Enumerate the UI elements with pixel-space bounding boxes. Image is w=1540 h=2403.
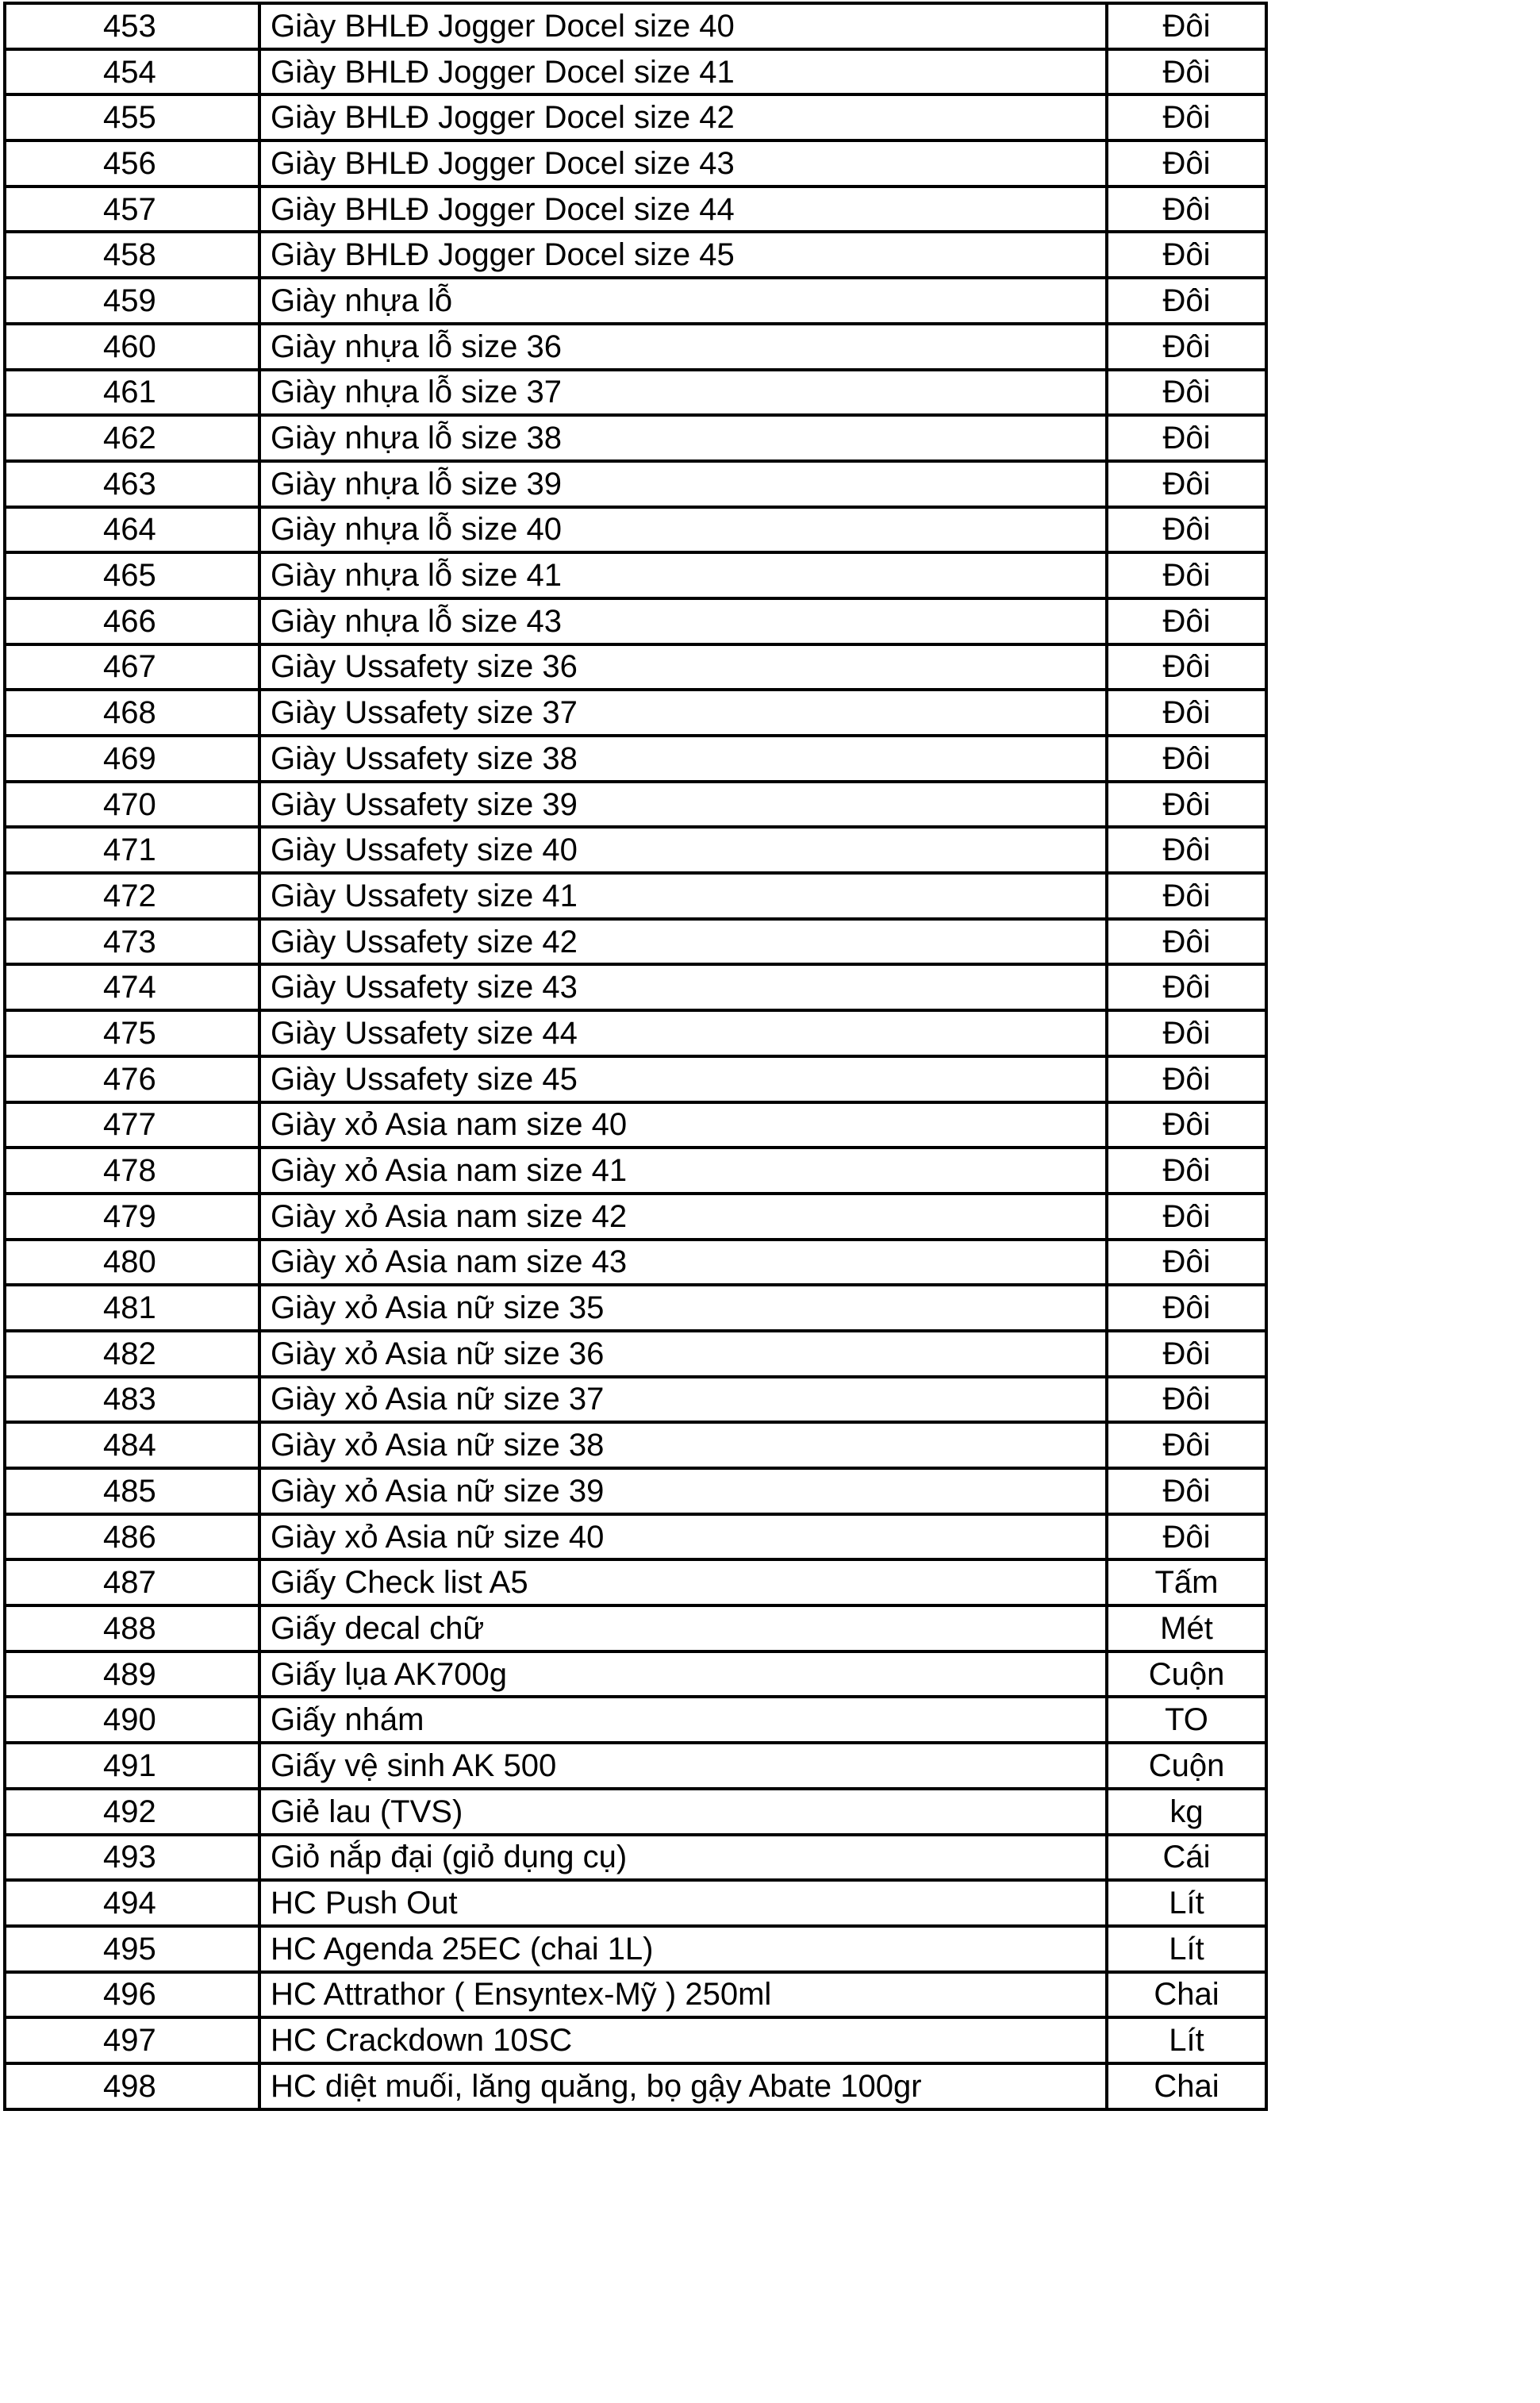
row-number-cell: 488 bbox=[5, 1605, 259, 1651]
item-name-cell: Giày nhựa lỗ bbox=[259, 278, 1107, 324]
table-row bbox=[5, 1148, 1266, 1194]
row-number-cell: 461 bbox=[5, 370, 259, 416]
unit-cell: Đôi bbox=[1107, 1285, 1266, 1331]
item-name-cell: Giày xỏ Asia nam size 42 bbox=[259, 1194, 1107, 1240]
row-number-cell: 497 bbox=[5, 2017, 259, 2063]
table-row bbox=[5, 49, 1266, 95]
table-row bbox=[5, 1194, 1266, 1240]
item-name-cell: Giấy nhám bbox=[259, 1697, 1107, 1743]
row-number-cell: 493 bbox=[5, 1835, 259, 1881]
table-row bbox=[5, 964, 1266, 1010]
item-name-cell: Giày nhựa lỗ size 39 bbox=[259, 461, 1107, 507]
unit-cell: Đôi bbox=[1107, 1056, 1266, 1102]
row-number-cell: 482 bbox=[5, 1331, 259, 1377]
table-row bbox=[5, 1651, 1266, 1697]
unit-cell: Đôi bbox=[1107, 370, 1266, 416]
unit-cell: Cái bbox=[1107, 1835, 1266, 1881]
unit-cell: Đôi bbox=[1107, 552, 1266, 598]
item-name-cell: HC diệt muối, lăng quăng, bọ gậy Abate 100gr bbox=[259, 2063, 1107, 2109]
table-row bbox=[5, 461, 1266, 507]
table-row bbox=[5, 873, 1266, 919]
table-row bbox=[5, 690, 1266, 736]
item-name-cell: HC Push Out bbox=[259, 1880, 1107, 1926]
unit-cell: Đôi bbox=[1107, 1514, 1266, 1560]
table-row bbox=[5, 1422, 1266, 1468]
unit-cell: Lít bbox=[1107, 1926, 1266, 1972]
unit-cell: Đôi bbox=[1107, 415, 1266, 461]
item-name-cell: Giày xỏ Asia nam size 40 bbox=[259, 1102, 1107, 1148]
row-number-cell: 479 bbox=[5, 1194, 259, 1240]
unit-cell: Đôi bbox=[1107, 324, 1266, 370]
row-number-cell: 454 bbox=[5, 49, 259, 95]
row-number-cell: 457 bbox=[5, 186, 259, 233]
row-number-cell: 464 bbox=[5, 507, 259, 553]
item-name-cell: Giày BHLĐ Jogger Docel size 44 bbox=[259, 186, 1107, 233]
item-name-cell: Giày nhựa lỗ size 36 bbox=[259, 324, 1107, 370]
item-name-cell: Giày BHLĐ Jogger Docel size 41 bbox=[259, 49, 1107, 95]
item-name-cell: Giày nhựa lỗ size 38 bbox=[259, 415, 1107, 461]
item-name-cell: Giày Ussafety size 45 bbox=[259, 1056, 1107, 1102]
item-name-cell: Giày xỏ Asia nữ size 37 bbox=[259, 1377, 1107, 1423]
item-name-cell: Giày xỏ Asia nữ size 38 bbox=[259, 1422, 1107, 1468]
table-row bbox=[5, 1926, 1266, 1972]
unit-cell: Đôi bbox=[1107, 1240, 1266, 1286]
unit-cell: Đôi bbox=[1107, 1422, 1266, 1468]
materials-table bbox=[3, 2, 1268, 2111]
row-number-cell: 485 bbox=[5, 1468, 259, 1514]
table-row bbox=[5, 1835, 1266, 1881]
table-row bbox=[5, 552, 1266, 598]
table-row bbox=[5, 324, 1266, 370]
row-number-cell: 494 bbox=[5, 1880, 259, 1926]
item-name-cell: Giày nhựa lỗ size 40 bbox=[259, 507, 1107, 553]
unit-cell: Đôi bbox=[1107, 278, 1266, 324]
table-row bbox=[5, 370, 1266, 416]
table-body bbox=[5, 3, 1266, 2109]
table-row bbox=[5, 94, 1266, 140]
item-name-cell: Giày xỏ Asia nam size 43 bbox=[259, 1240, 1107, 1286]
table-row bbox=[5, 919, 1266, 965]
table-row bbox=[5, 1102, 1266, 1148]
unit-cell: Đôi bbox=[1107, 1377, 1266, 1423]
row-number-cell: 472 bbox=[5, 873, 259, 919]
table-row bbox=[5, 1880, 1266, 1926]
row-number-cell: 496 bbox=[5, 1972, 259, 2018]
table-row bbox=[5, 598, 1266, 644]
table-row bbox=[5, 1331, 1266, 1377]
item-name-cell: Giấy lụa AK700g bbox=[259, 1651, 1107, 1697]
item-name-cell: Giày Ussafety size 43 bbox=[259, 964, 1107, 1010]
unit-cell: Đôi bbox=[1107, 140, 1266, 186]
item-name-cell: Giày Ussafety size 37 bbox=[259, 690, 1107, 736]
item-name-cell: HC Agenda 25EC (chai 1L) bbox=[259, 1926, 1107, 1972]
unit-cell: Đôi bbox=[1107, 186, 1266, 233]
table-row bbox=[5, 2017, 1266, 2063]
row-number-cell: 486 bbox=[5, 1514, 259, 1560]
item-name-cell: Giày BHLĐ Jogger Docel size 45 bbox=[259, 232, 1107, 278]
unit-cell: Đôi bbox=[1107, 964, 1266, 1010]
unit-cell: Đôi bbox=[1107, 827, 1266, 873]
row-number-cell: 477 bbox=[5, 1102, 259, 1148]
unit-cell: Đôi bbox=[1107, 1331, 1266, 1377]
unit-cell: Đôi bbox=[1107, 232, 1266, 278]
item-name-cell: Giày BHLĐ Jogger Docel size 43 bbox=[259, 140, 1107, 186]
row-number-cell: 481 bbox=[5, 1285, 259, 1331]
item-name-cell: Giày BHLĐ Jogger Docel size 40 bbox=[259, 3, 1107, 49]
unit-cell: Đôi bbox=[1107, 1148, 1266, 1194]
unit-cell: Đôi bbox=[1107, 1194, 1266, 1240]
row-number-cell: 491 bbox=[5, 1743, 259, 1789]
unit-cell: Đôi bbox=[1107, 1468, 1266, 1514]
row-number-cell: 473 bbox=[5, 919, 259, 965]
row-number-cell: 465 bbox=[5, 552, 259, 598]
unit-cell: Đôi bbox=[1107, 461, 1266, 507]
unit-cell: Đôi bbox=[1107, 49, 1266, 95]
table-row bbox=[5, 232, 1266, 278]
table-row bbox=[5, 1056, 1266, 1102]
table-row bbox=[5, 1605, 1266, 1651]
table-row bbox=[5, 1010, 1266, 1056]
unit-cell: Đôi bbox=[1107, 782, 1266, 828]
item-name-cell: Giấy Check list A5 bbox=[259, 1559, 1107, 1605]
table-row bbox=[5, 1468, 1266, 1514]
table-row bbox=[5, 1972, 1266, 2018]
unit-cell: Đôi bbox=[1107, 690, 1266, 736]
item-name-cell: Giày Ussafety size 42 bbox=[259, 919, 1107, 965]
item-name-cell: Giày xỏ Asia nữ size 35 bbox=[259, 1285, 1107, 1331]
table-row bbox=[5, 186, 1266, 233]
row-number-cell: 458 bbox=[5, 232, 259, 278]
item-name-cell: Giỏ nắp đại (giỏ dụng cụ) bbox=[259, 1835, 1107, 1881]
table-row bbox=[5, 736, 1266, 782]
table-row bbox=[5, 3, 1266, 49]
unit-cell: Lít bbox=[1107, 1880, 1266, 1926]
item-name-cell: Giày Ussafety size 40 bbox=[259, 827, 1107, 873]
item-name-cell: Giày xỏ Asia nữ size 39 bbox=[259, 1468, 1107, 1514]
row-number-cell: 459 bbox=[5, 278, 259, 324]
unit-cell: Chai bbox=[1107, 2063, 1266, 2109]
item-name-cell: Giày nhựa lỗ size 41 bbox=[259, 552, 1107, 598]
unit-cell: Đôi bbox=[1107, 94, 1266, 140]
row-number-cell: 492 bbox=[5, 1789, 259, 1835]
unit-cell: Mét bbox=[1107, 1605, 1266, 1651]
row-number-cell: 495 bbox=[5, 1926, 259, 1972]
table-row bbox=[5, 1789, 1266, 1835]
table-row bbox=[5, 782, 1266, 828]
table-row bbox=[5, 1559, 1266, 1605]
row-number-cell: 470 bbox=[5, 782, 259, 828]
item-name-cell: HC Attrathor ( Ensyntex-Mỹ ) 250ml bbox=[259, 1972, 1107, 2018]
item-name-cell: HC Crackdown 10SC bbox=[259, 2017, 1107, 2063]
row-number-cell: 467 bbox=[5, 644, 259, 690]
item-name-cell: Giày xỏ Asia nữ size 40 bbox=[259, 1514, 1107, 1560]
row-number-cell: 487 bbox=[5, 1559, 259, 1605]
unit-cell: Cuộn bbox=[1107, 1743, 1266, 1789]
unit-cell: Đôi bbox=[1107, 1010, 1266, 1056]
unit-cell: kg bbox=[1107, 1789, 1266, 1835]
unit-cell: Đôi bbox=[1107, 736, 1266, 782]
row-number-cell: 468 bbox=[5, 690, 259, 736]
unit-cell: Đôi bbox=[1107, 507, 1266, 553]
row-number-cell: 476 bbox=[5, 1056, 259, 1102]
unit-cell: Đôi bbox=[1107, 1102, 1266, 1148]
table-row bbox=[5, 1240, 1266, 1286]
item-name-cell: Giày xỏ Asia nam size 41 bbox=[259, 1148, 1107, 1194]
row-number-cell: 469 bbox=[5, 736, 259, 782]
unit-cell: Chai bbox=[1107, 1972, 1266, 2018]
unit-cell: TO bbox=[1107, 1697, 1266, 1743]
item-name-cell: Giấy vệ sinh AK 500 bbox=[259, 1743, 1107, 1789]
row-number-cell: 489 bbox=[5, 1651, 259, 1697]
item-name-cell: Giày Ussafety size 41 bbox=[259, 873, 1107, 919]
unit-cell: Đôi bbox=[1107, 644, 1266, 690]
row-number-cell: 455 bbox=[5, 94, 259, 140]
table-row bbox=[5, 827, 1266, 873]
unit-cell: Lít bbox=[1107, 2017, 1266, 2063]
unit-cell: Tấm bbox=[1107, 1559, 1266, 1605]
item-name-cell: Giày BHLĐ Jogger Docel size 42 bbox=[259, 94, 1107, 140]
unit-cell: Đôi bbox=[1107, 873, 1266, 919]
unit-cell: Đôi bbox=[1107, 919, 1266, 965]
row-number-cell: 490 bbox=[5, 1697, 259, 1743]
item-name-cell: Giấy decal chữ bbox=[259, 1605, 1107, 1651]
row-number-cell: 484 bbox=[5, 1422, 259, 1468]
table-row bbox=[5, 1377, 1266, 1423]
table-row bbox=[5, 1743, 1266, 1789]
table-row bbox=[5, 1514, 1266, 1560]
row-number-cell: 483 bbox=[5, 1377, 259, 1423]
item-name-cell: Giày nhựa lỗ size 43 bbox=[259, 598, 1107, 644]
row-number-cell: 466 bbox=[5, 598, 259, 644]
row-number-cell: 453 bbox=[5, 3, 259, 49]
table-row bbox=[5, 507, 1266, 553]
row-number-cell: 471 bbox=[5, 827, 259, 873]
item-name-cell: Giẻ lau (TVS) bbox=[259, 1789, 1107, 1835]
unit-cell: Đôi bbox=[1107, 3, 1266, 49]
row-number-cell: 456 bbox=[5, 140, 259, 186]
item-name-cell: Giày Ussafety size 38 bbox=[259, 736, 1107, 782]
row-number-cell: 480 bbox=[5, 1240, 259, 1286]
table-row bbox=[5, 140, 1266, 186]
table-row bbox=[5, 1285, 1266, 1331]
table-row bbox=[5, 1697, 1266, 1743]
table-row bbox=[5, 415, 1266, 461]
row-number-cell: 462 bbox=[5, 415, 259, 461]
row-number-cell: 475 bbox=[5, 1010, 259, 1056]
unit-cell: Cuộn bbox=[1107, 1651, 1266, 1697]
table-row bbox=[5, 278, 1266, 324]
table-row bbox=[5, 644, 1266, 690]
row-number-cell: 474 bbox=[5, 964, 259, 1010]
item-name-cell: Giày Ussafety size 44 bbox=[259, 1010, 1107, 1056]
item-name-cell: Giày Ussafety size 39 bbox=[259, 782, 1107, 828]
row-number-cell: 478 bbox=[5, 1148, 259, 1194]
item-name-cell: Giày nhựa lỗ size 37 bbox=[259, 370, 1107, 416]
item-name-cell: Giày xỏ Asia nữ size 36 bbox=[259, 1331, 1107, 1377]
table-row bbox=[5, 2063, 1266, 2109]
row-number-cell: 498 bbox=[5, 2063, 259, 2109]
row-number-cell: 463 bbox=[5, 461, 259, 507]
item-name-cell: Giày Ussafety size 36 bbox=[259, 644, 1107, 690]
unit-cell: Đôi bbox=[1107, 598, 1266, 644]
row-number-cell: 460 bbox=[5, 324, 259, 370]
